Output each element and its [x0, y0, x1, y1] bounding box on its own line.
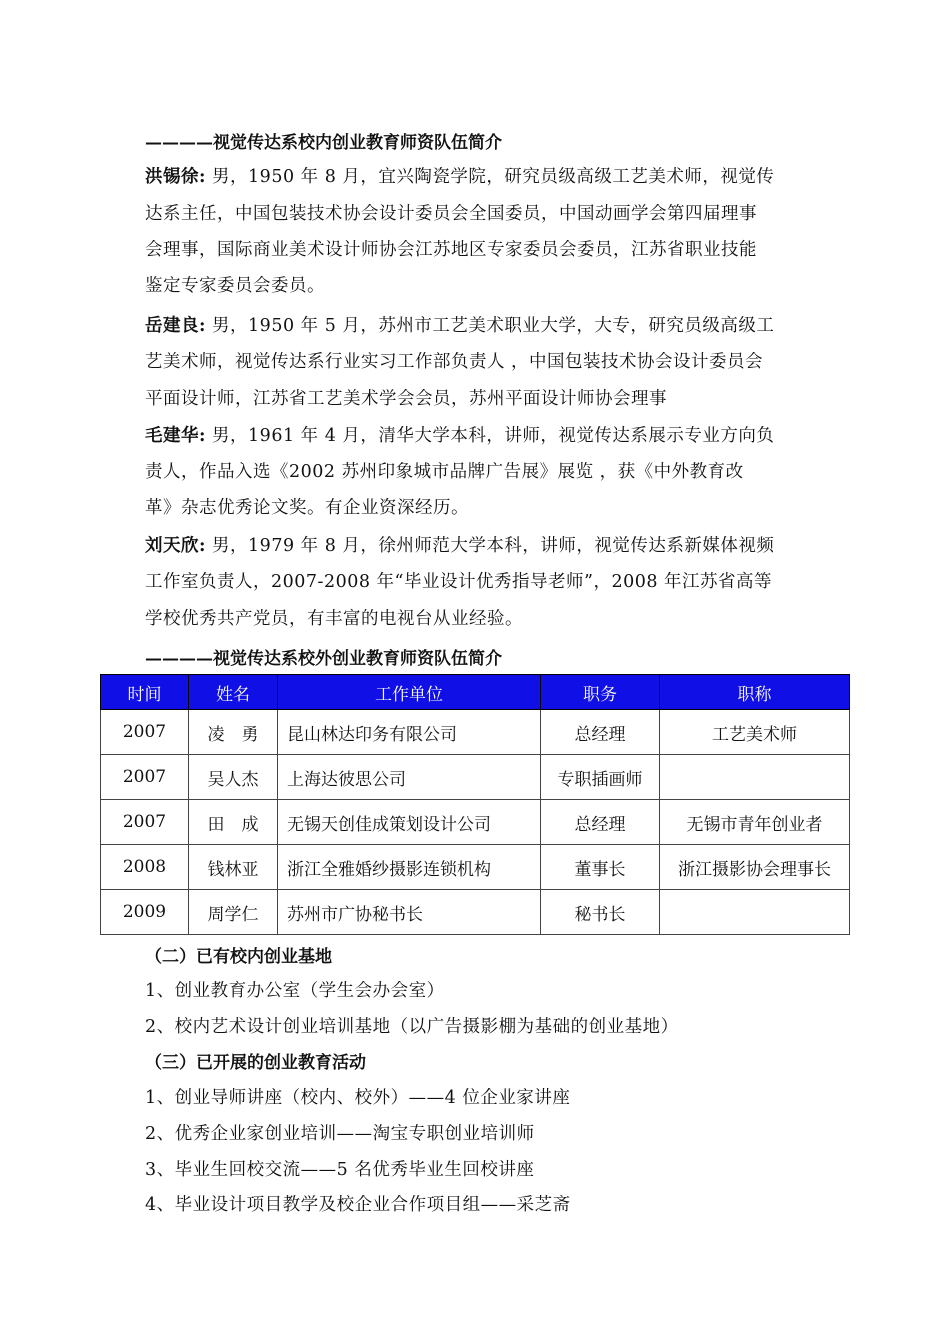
person-paragraph-line [145, 163, 774, 188]
column-header-employer: 工作单位 [278, 675, 541, 710]
column-header-position: 职务 [541, 675, 660, 710]
campus-base-heading: （二）已有校内创业基地 [145, 947, 332, 967]
person-name: 刘天欣: [145, 536, 206, 556]
person-paragraph-line [145, 532, 774, 557]
person-paragraph-line: 会理事，国际商业美术设计师协会江苏地区专家委员会委员，江苏省职业技能 [145, 240, 757, 260]
person-bio-text: 男，1979 年 8 月，徐州师范大学本科，讲师，视觉传达系新媒体视频 [212, 536, 775, 556]
cell-name: 凌 勇 [189, 710, 278, 755]
table-row [101, 890, 850, 935]
cell-employer: 昆山林达印务有限公司 [278, 710, 541, 755]
list-item: 1、创业教育办公室（学生会办会室） [145, 981, 445, 1001]
cell-position: 总经理 [541, 710, 660, 755]
person-paragraph-line: 艺美术师，视觉传达系行业实习工作部负责人 ，中国包装技术协会设计委员会 [145, 352, 764, 372]
list-item: 3、毕业生回校交流——5 名优秀毕业生回校讲座 [145, 1160, 535, 1180]
internal-faculty-heading: ————视觉传达系校内创业教育师资队伍简介 [145, 133, 502, 153]
cell-name: 吴人杰 [189, 755, 278, 800]
cell-name: 周学仁 [189, 890, 278, 935]
list-item: 4、毕业设计项目教学及校企业合作项目组——采芝斋 [145, 1195, 571, 1215]
table-row [101, 845, 850, 890]
column-header-name: 姓名 [189, 675, 278, 710]
cell-name: 田 成 [189, 800, 278, 845]
cell-time: 2007 [101, 755, 189, 800]
person-paragraph-line: 鉴定专家委员会委员。 [145, 276, 325, 296]
cell-title [660, 755, 850, 800]
cell-employer: 苏州市广协秘书长 [278, 890, 541, 935]
list-item: 2、校内艺术设计创业培训基地（以广告摄影棚为基础的创业基地） [145, 1017, 679, 1037]
table-row [101, 800, 850, 845]
person-paragraph-line: 革》杂志优秀论文奖。有企业资深经历。 [145, 498, 469, 518]
cell-time: 2009 [101, 890, 189, 935]
cell-time: 2007 [101, 710, 189, 755]
cell-position: 秘书长 [541, 890, 660, 935]
person-bio-text: 男，1950 年 5 月，苏州市工艺美术职业大学，大专，研究员级高级工 [212, 316, 775, 336]
list-item: 2、优秀企业家创业培训——淘宝专职创业培训师 [145, 1124, 535, 1144]
activities-heading: （三）已开展的创业教育活动 [145, 1053, 366, 1073]
table-row [101, 710, 850, 755]
person-paragraph-line [145, 422, 774, 447]
cell-title: 浙江摄影协会理事长 [660, 845, 850, 890]
person-bio-text: 男，1961 年 4 月，清华大学本科，讲师，视觉传达系展示专业方向负 [212, 426, 775, 446]
person-name: 岳建良: [145, 316, 206, 336]
cell-position: 总经理 [541, 800, 660, 845]
cell-time: 2008 [101, 845, 189, 890]
person-name: 毛建华: [145, 426, 206, 446]
person-paragraph-line: 达系主任，中国包装技术协会设计委员会全国委员，中国动画学会第四届理事 [145, 204, 757, 224]
table-header-row [101, 675, 850, 710]
list-item: 1、创业导师讲座（校内、校外）——4 位企业家讲座 [145, 1088, 571, 1108]
column-header-time: 时间 [101, 675, 189, 710]
person-paragraph-line: 责人，作品入选《2002 苏州印象城市品牌广告展》展览 ，获《中外教育改 [145, 462, 744, 482]
person-paragraph-line: 工作室负责人，2007-2008 年“毕业设计优秀指导老师”，2008 年江苏省高等 [145, 572, 773, 592]
cell-title: 无锡市青年创业者 [660, 800, 850, 845]
external-faculty-table [100, 674, 850, 935]
cell-time: 2007 [101, 800, 189, 845]
cell-position: 董事长 [541, 845, 660, 890]
person-paragraph-line: 学校优秀共产党员，有丰富的电视台从业经验。 [145, 609, 523, 629]
person-bio-text: 男，1950 年 8 月，宜兴陶瓷学院，研究员级高级工艺美术师，视觉传 [212, 167, 775, 187]
person-paragraph-line [145, 312, 774, 337]
cell-employer: 浙江全雅婚纱摄影连锁机构 [278, 845, 541, 890]
column-header-title: 职称 [660, 675, 850, 710]
external-faculty-heading: ————视觉传达系校外创业教育师资队伍简介 [145, 649, 502, 669]
cell-employer: 上海达彼思公司 [278, 755, 541, 800]
cell-employer: 无锡天创佳成策划设计公司 [278, 800, 541, 845]
cell-title: 工艺美术师 [660, 710, 850, 755]
cell-title [660, 890, 850, 935]
person-name: 洪锡徐: [145, 167, 206, 187]
table-row [101, 755, 850, 800]
cell-name: 钱林亚 [189, 845, 278, 890]
cell-position: 专职插画师 [541, 755, 660, 800]
person-paragraph-line: 平面设计师，江苏省工艺美术学会会员，苏州平面设计师协会理事 [145, 389, 667, 409]
